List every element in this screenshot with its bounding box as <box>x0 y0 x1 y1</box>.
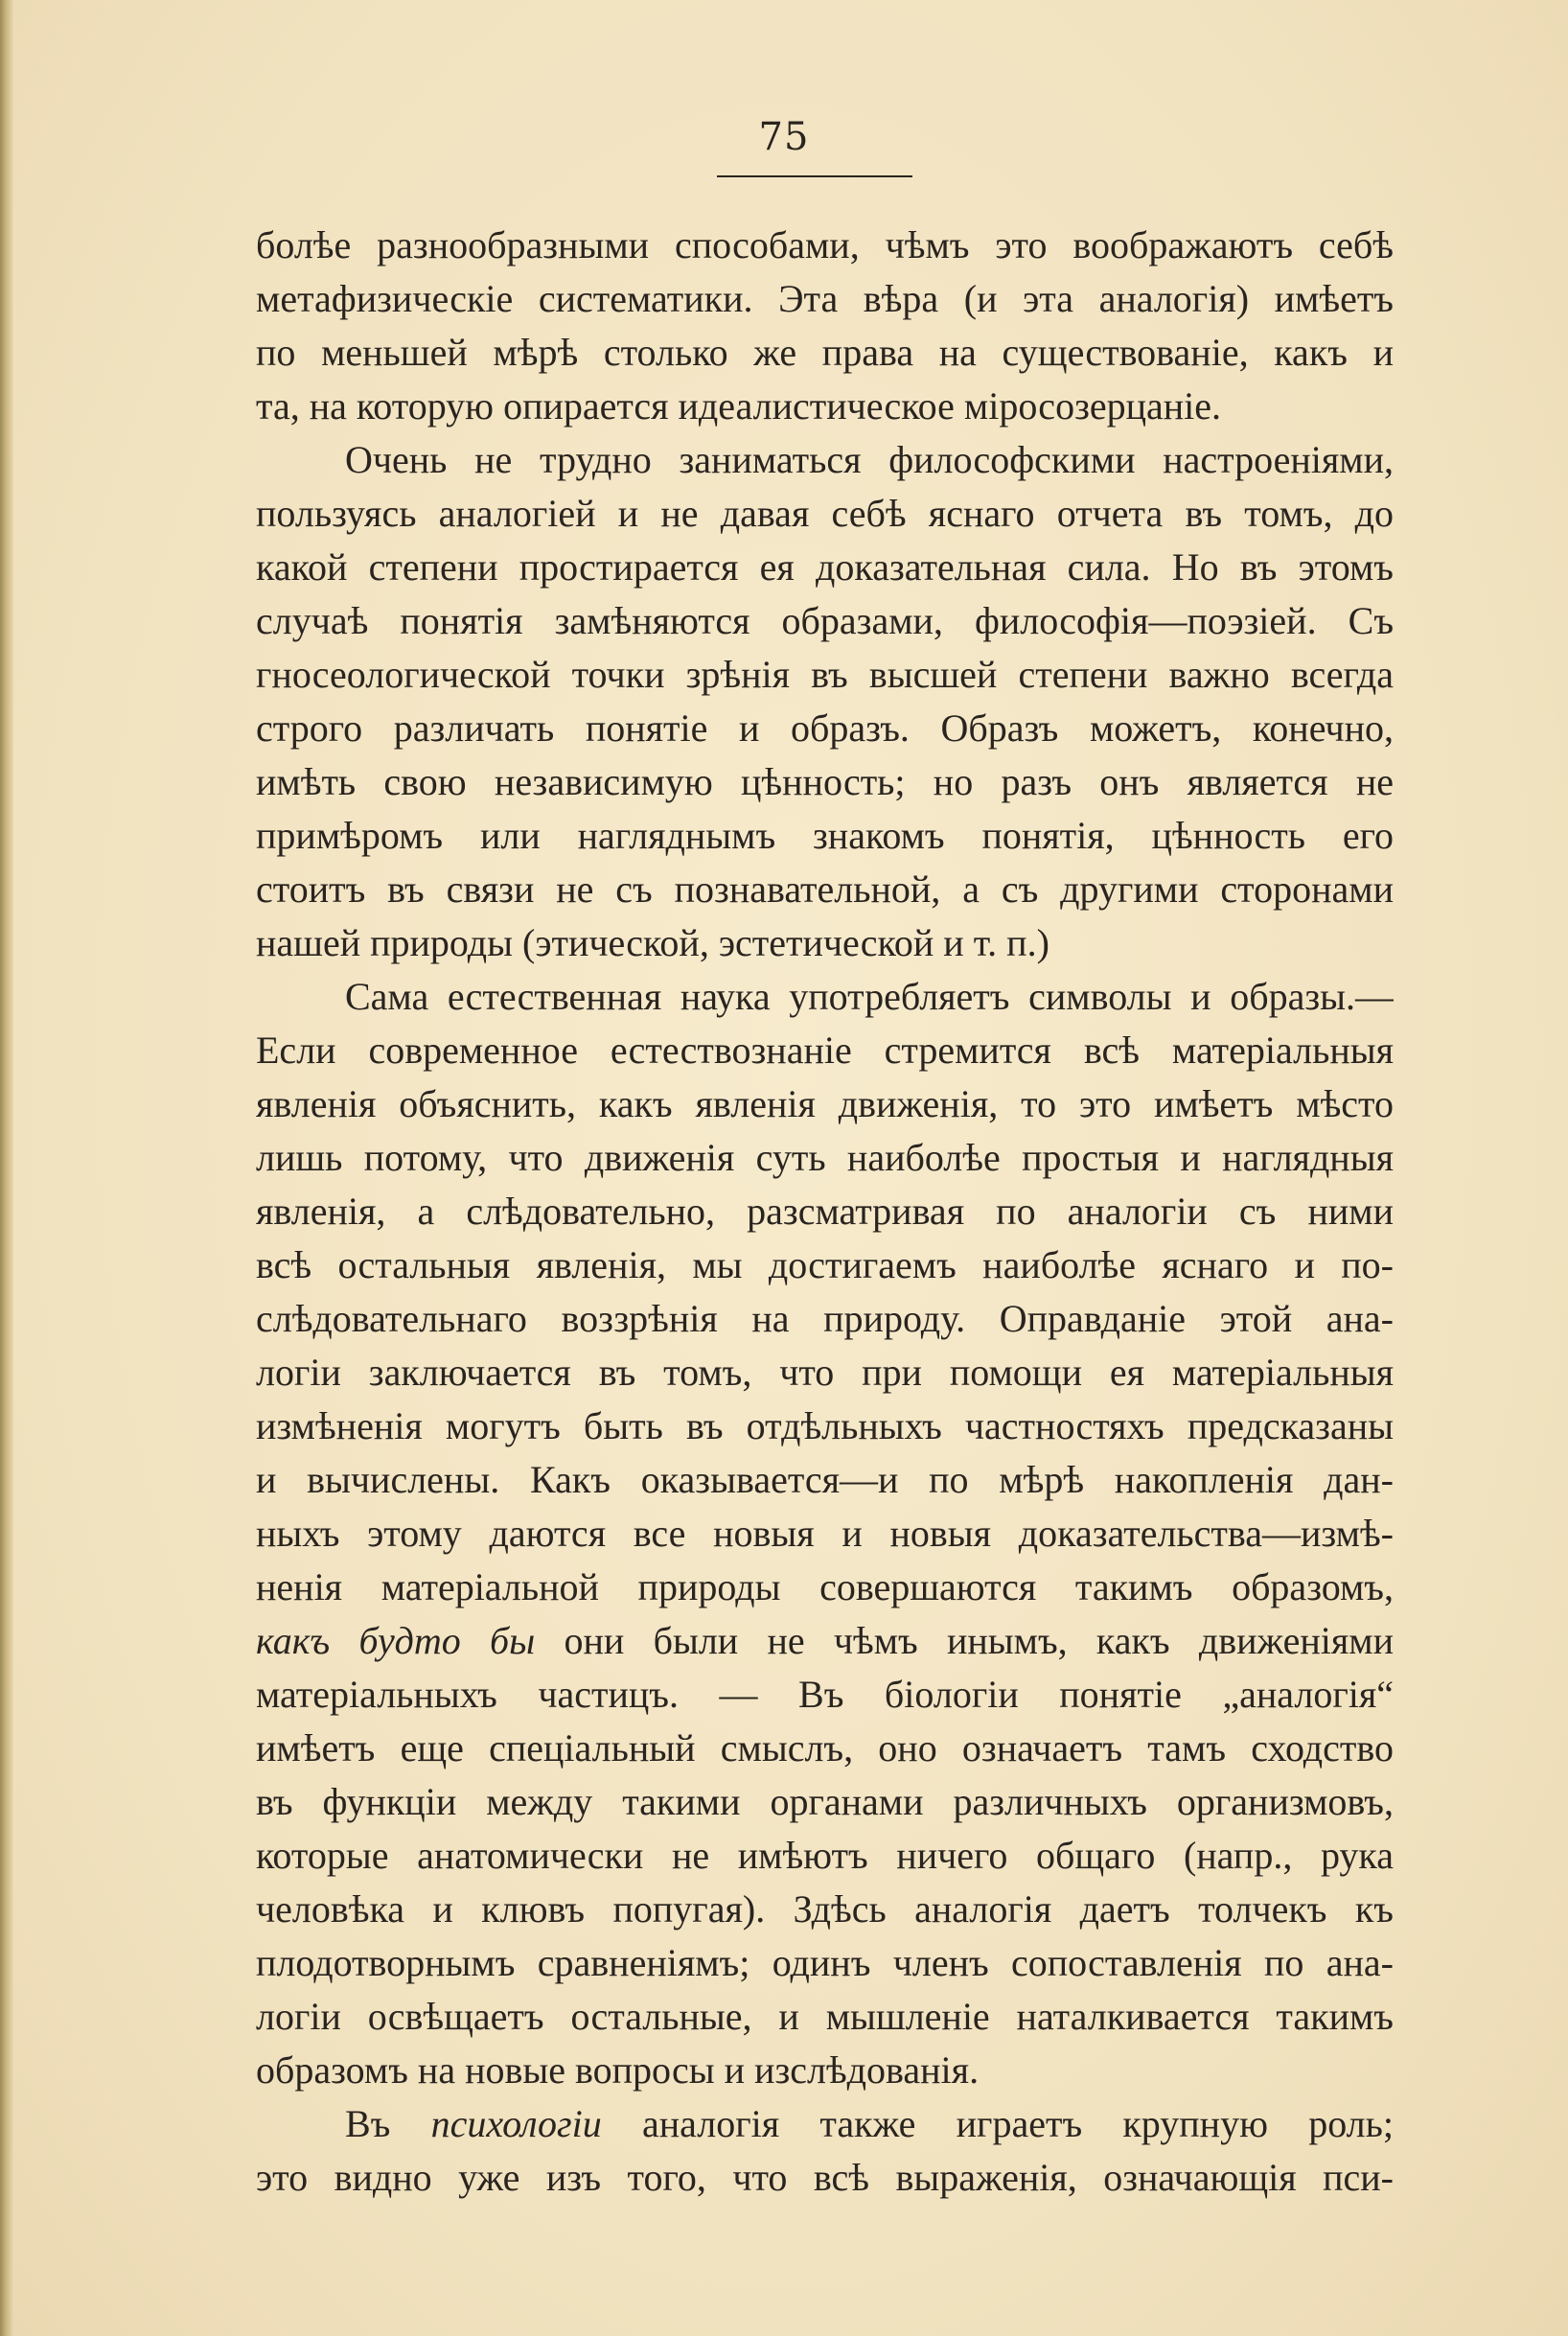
text-line: примѣромъ или нагляднымъ знакомъ понятія, цѣнность его <box>256 814 1394 857</box>
text-line: Если современное естествознаніе стремится всѣ матеріальныя <box>256 1029 1394 1072</box>
text-line: болѣе разнообразными способами, чѣмъ это воображаютъ себѣ <box>256 223 1394 266</box>
text-line: имѣть свою независимую цѣнность; но разъ онъ является не <box>256 760 1394 803</box>
text-span: они были не чѣмъ инымъ, какъ движеніями <box>535 1619 1394 1662</box>
text-line: логіи освѣщаетъ остальные, и мышленіе наталкивается такимъ <box>256 1995 1394 2038</box>
page-number: 75 <box>758 115 810 159</box>
text-line: какой степени простирается ея доказательная сила. Но въ этомъ <box>256 545 1394 589</box>
page-number-rule <box>717 175 912 177</box>
text-line: нашей природы (этической, эстетической и т. п.) <box>256 921 1049 964</box>
text-line: матеріальныхъ частицъ. — Въ біологіи понятіе „аналогія“ <box>256 1673 1394 1716</box>
text-line-italic <box>256 2097 1394 2151</box>
text-span: Въ <box>345 2102 431 2145</box>
text-line: плодотворнымъ сравненіямъ; одинъ членъ сопоставленія по ана- <box>256 1941 1394 1984</box>
text-line: въ функціи между такими органами различныхъ организмовъ, <box>256 1780 1394 1823</box>
text-line: всѣ остальныя явленія, мы достигаемъ наиболѣе яснаго и по- <box>256 1243 1394 1286</box>
italic-phrase: какъ будто бы <box>256 1619 536 1662</box>
text-line: человѣка и клювъ попугая). Здѣсь аналогія даетъ толчекъ къ <box>256 1887 1394 1931</box>
text-line: гносеологической точки зрѣнія въ высшей степени важно всегда <box>256 653 1394 696</box>
italic-word: психологіи <box>430 2102 602 2145</box>
text-line: логіи заключается въ томъ, что при помощи ея матеріальныя <box>256 1351 1394 1394</box>
text-line: имѣетъ еще спеціальный смыслъ, оно означаетъ тамъ сходство <box>256 1726 1394 1769</box>
text-line-italic <box>256 1614 1394 1668</box>
text-line: строго различать понятіе и образъ. Образъ можетъ, конечно, <box>256 706 1394 750</box>
text-line: пользуясь аналогіей и не давая себѣ яснаго отчета въ томъ, до <box>256 492 1394 535</box>
text-line: Очень не трудно заниматься философскими настроеніями, <box>345 438 1394 481</box>
text-line: которые анатомически не имѣютъ ничего общаго (напр., рука <box>256 1834 1394 1877</box>
text-line: измѣненія могутъ быть въ отдѣльныхъ частностяхъ предсказаны <box>256 1404 1394 1447</box>
text-line: ненія матеріальной природы совершаются такимъ образомъ, <box>256 1565 1394 1608</box>
text-line: по меньшей мѣрѣ столько же права на существованіе, какъ и <box>256 331 1394 374</box>
text-line: стоитъ въ связи не съ познавательной, а съ другими сторонами <box>256 867 1394 911</box>
text-line: и вычислены. Какъ оказывается—и по мѣрѣ накопленія дан- <box>256 1458 1394 1501</box>
text-line: явленія, а слѣдовательно, разсматривая по аналогіи съ ними <box>256 1190 1394 1233</box>
text-line: Сама естественная наука употребляетъ символы и образы.— <box>345 975 1394 1018</box>
text-line: та, на которую опирается идеалистическое міросозерцаніе. <box>256 384 1222 428</box>
text-line: ныхъ этому даются все новыя и новыя доказательства—измѣ- <box>256 1512 1394 1555</box>
text-line: явленія объяснить, какъ явленія движенія, то это имѣетъ мѣсто <box>256 1082 1394 1125</box>
text-span: аналогія также играетъ крупную роль; <box>601 2102 1394 2145</box>
body-text <box>256 219 1394 2205</box>
page-binding-edge <box>0 0 13 2336</box>
text-line: это видно уже изъ того, что всѣ выраженія, означающія пси- <box>256 2156 1394 2199</box>
text-line: образомъ на новые вопросы и изслѣдованія. <box>256 2048 980 2092</box>
text-line: случаѣ понятія замѣняются образами, философія—поэзіей. Съ <box>256 599 1394 642</box>
text-line: лишь потому, что движенія суть наиболѣе простыя и наглядныя <box>256 1136 1394 1179</box>
text-line: слѣдовательнаго воззрѣнія на природу. Оправданіе этой ана- <box>256 1297 1394 1340</box>
text-line: метафизическіе систематики. Эта вѣра (и эта аналогія) имѣетъ <box>256 277 1394 320</box>
